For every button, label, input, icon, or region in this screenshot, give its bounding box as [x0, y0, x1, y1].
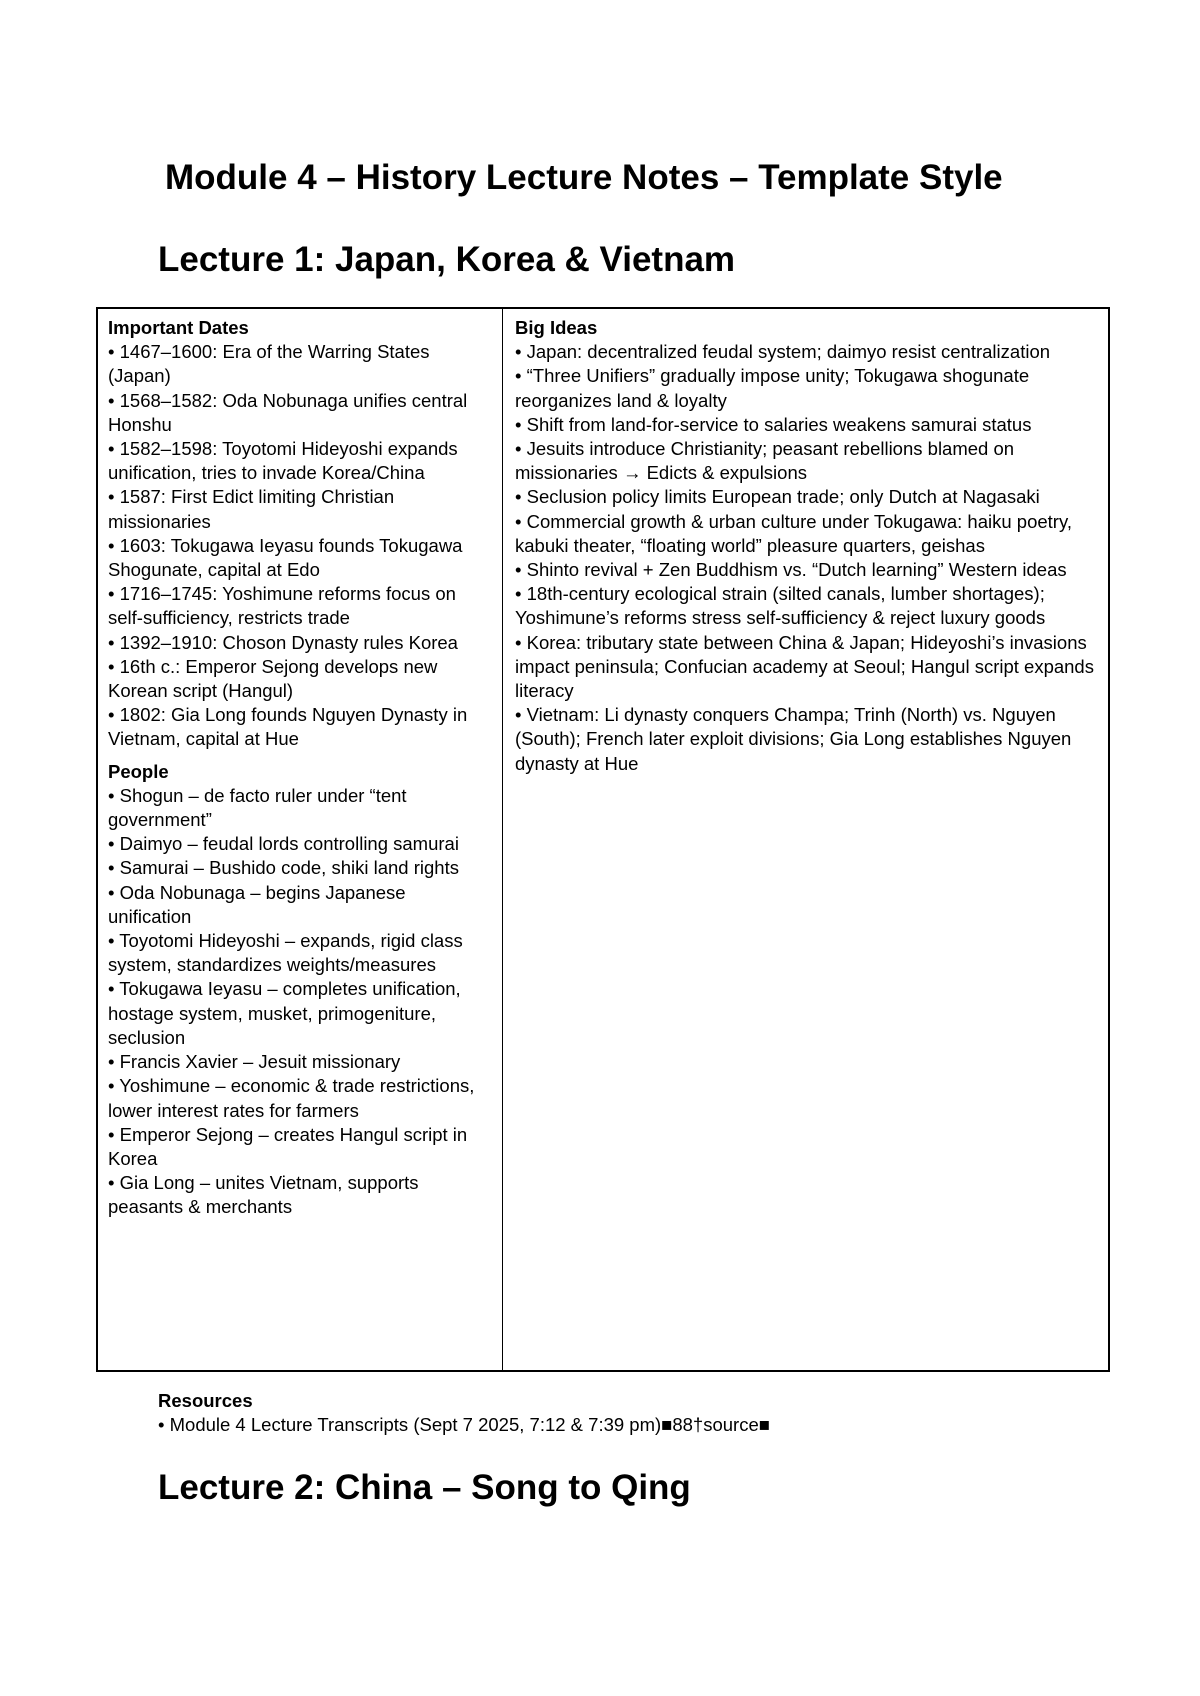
idea-item: • “Three Unifiers” gradually impose unity; Tokugawa shogunate reorganizes land & loyalty: [515, 365, 1030, 411]
idea-item: • Japan: decentralized feudal system; daimyo resist centralization: [515, 341, 1051, 363]
lecture-notes-table: [96, 307, 1110, 1372]
date-item: • 1467–1600: Era of the Warring States (Japan): [108, 341, 430, 387]
date-item: • 1392–1910: Choson Dynasty rules Korea: [108, 631, 458, 653]
idea-item: • 18th-century ecological strain (silted canals, lumber shortages); Yoshimune’s reforms stress self-sufficiency & reject luxury goods: [515, 583, 1046, 629]
idea-item: • Seclusion policy limits European trade; only Dutch at Nagasaki: [515, 486, 1040, 508]
date-item: • 1802: Gia Long founds Nguyen Dynasty in Vietnam, capital at Hue: [108, 704, 468, 750]
idea-item: • Jesuits introduce Christianity; peasant rebellions blamed on missionaries → Edicts & expulsions: [515, 438, 1015, 484]
person-item: • Emperor Sejong – creates Hangul script in Korea: [108, 1123, 468, 1169]
idea-item: • Shinto revival + Zen Buddhism vs. “Dutch learning” Western ideas: [515, 559, 1067, 581]
notes-left-column: [98, 309, 503, 1370]
date-item: • 1587: First Edict limiting Christian missionaries: [108, 486, 395, 532]
idea-item: • Commercial growth & urban culture under Tokugawa: haiku poetry, kabuki theater, “floating world” pleasure quarters, geishas: [515, 510, 1072, 556]
person-item: • Samurai – Bushido code, shiki land rights: [108, 857, 459, 879]
date-item: • 1582–1598: Toyotomi Hideyoshi expands unification, tries to invade Korea/China: [108, 438, 458, 484]
person-item: • Oda Nobunaga – begins Japanese unification: [108, 881, 406, 927]
important-dates-list: [108, 340, 492, 751]
date-item: • 1716–1745: Yoshimune reforms focus on self-sufficiency, restricts trade: [108, 583, 456, 629]
lecture-1-heading: Lecture 1: Japan, Korea & Vietnam: [158, 240, 736, 279]
person-item: • Francis Xavier – Jesuit missionary: [108, 1051, 401, 1073]
people-heading: People: [108, 760, 169, 782]
important-dates-heading: Important Dates: [108, 317, 249, 338]
idea-item: • Shift from land-for-service to salaries weakens samurai status: [515, 413, 1032, 435]
big-ideas-list: [515, 340, 1098, 776]
date-item: • 16th c.: Emperor Sejong develops new Korean script (Hangul): [108, 655, 438, 702]
resources-section: [158, 1389, 770, 1437]
date-item: • 1568–1582: Oda Nobunaga unifies central Honshu: [108, 389, 468, 435]
resource-item: • Module 4 Lecture Transcripts (Sept 7 2025, 7:12 & 7:39 pm)■88†source■: [158, 1414, 770, 1436]
document-title: Module 4 – History Lecture Notes – Template Style: [165, 158, 1003, 197]
notes-right-column: [503, 309, 1108, 1370]
person-item: • Tokugawa Ieyasu – completes unification, hostage system, musket, primogeniture, seclusion: [108, 978, 461, 1048]
big-ideas-heading: Big Ideas: [515, 317, 598, 338]
resources-heading: Resources: [158, 1390, 253, 1411]
lecture-2-heading: Lecture 2: China – Song to Qing: [158, 1468, 691, 1507]
person-item: • Shogun – de facto ruler under “tent government”: [108, 784, 407, 831]
person-item: • Gia Long – unites Vietnam, supports peasants & merchants: [108, 1172, 419, 1218]
person-item: • Daimyo – feudal lords controlling samurai: [108, 833, 459, 855]
person-item: • Toyotomi Hideyoshi – expands, rigid class system, standardizes weights/measures: [108, 930, 463, 976]
idea-item: • Vietnam: Li dynasty conquers Champa; Trinh (North) vs. Nguyen (South); French later exploit divisions; Gia Long establishes Nguyen dynasty at Hue: [515, 704, 1072, 774]
people-list: [108, 784, 492, 1220]
person-item: • Yoshimune – economic & trade restrictions, lower interest rates for farmers: [108, 1075, 475, 1121]
date-item: • 1603: Tokugawa Ieyasu founds Tokugawa Shogunate, capital at Edo: [108, 534, 463, 581]
idea-item: • Korea: tributary state between China & Japan; Hideyoshi’s invasions impact peninsula; Confucian academy at Seoul; Hangul script expands literacy: [515, 631, 1094, 702]
